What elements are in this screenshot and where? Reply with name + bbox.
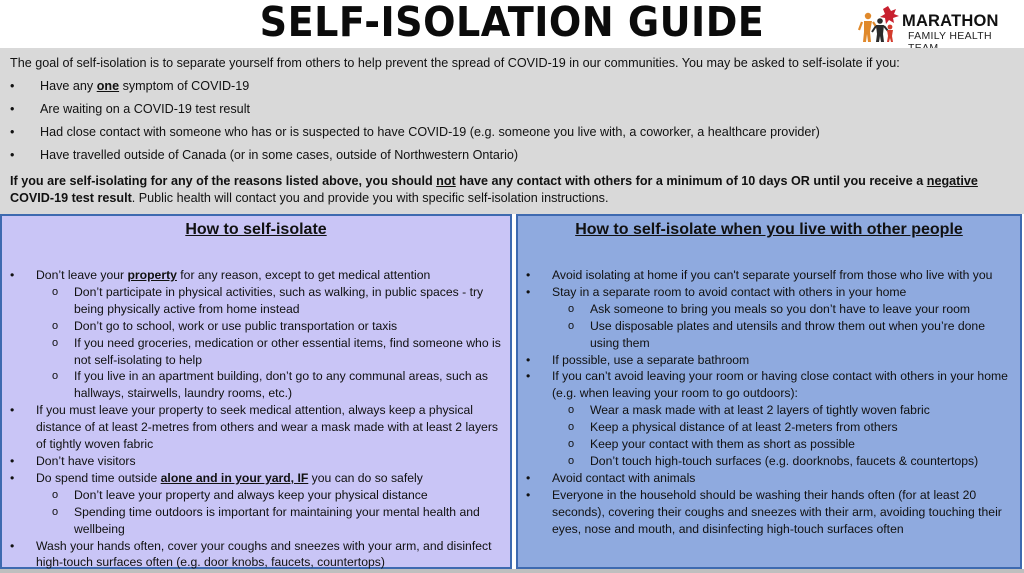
sub-list-item: o If you need groceries, medication or other essential items, find someone who is not self-isolating to help bbox=[74, 335, 502, 369]
list-item: • Had close contact with someone who has or is suspected to have COVID-19 (e.g. someone you live with, a coworker, a healthcare provider) bbox=[10, 121, 1014, 144]
list-item: • Avoid isolating at home if you can't separate yourself from those who live with you bbox=[552, 267, 1012, 284]
list-item: • Stay in a separate room to avoid contact with others in your home o Ask someone to bring you meals so you don’t have to leave your room o Use disposable plates and utensils and throw them out when you’re done using them bbox=[552, 284, 1012, 352]
intro-reasons-list bbox=[10, 75, 1014, 167]
list-item: • Everyone in the household should be washing their hands often (for at least 20 seconds), covering their coughs and sneezes with their arm, avoiding touching their eyes, nose and mouth, and disinfecting high-touch surfaces often bbox=[552, 487, 1012, 538]
list-item: • If you must leave your property to seek medical attention, always keep a physical distance of at least 2-metres from others and wear a mask made with at least 2 layers of tightly woven fabric bbox=[36, 402, 502, 453]
list-item: • If possible, use a separate bathroom bbox=[552, 352, 1012, 369]
sub-list-item: o Keep a physical distance of at least 2-meters from others bbox=[590, 419, 1012, 436]
bottom-edge bbox=[0, 569, 1024, 573]
intro-section bbox=[0, 48, 1024, 214]
sub-list-item: o Keep your contact with them as short as possible bbox=[590, 436, 1012, 453]
sub-list-item: o Don’t leave your property and always keep your physical distance bbox=[74, 487, 502, 504]
list-item: • Are waiting on a COVID-19 test result bbox=[10, 98, 1014, 121]
list-item: • If you can’t avoid leaving your room or having close contact with others in your home (e.g. when leaving your room to go outdoors): o Wear a mask made with at least 2 layers of tightly woven fabric o Keep a physical distance of at least 2-meters from others o Keep your contact with them as short as possible o Don’t touch high-touch surfaces (e.g. doorknobs, faucets & countertops) bbox=[552, 368, 1012, 469]
logo-name: MARATHON bbox=[902, 12, 999, 30]
sub-list-item: o Wear a mask made with at least 2 layers of tightly woven fabric bbox=[590, 402, 1012, 419]
sub-list-item: o Use disposable plates and utensils and throw them out when you’re done using them bbox=[590, 318, 1012, 352]
panel-heading: How to self-isolate when you live with other people bbox=[575, 221, 963, 238]
sub-list-item: o Ask someone to bring you meals so you don’t have to leave your room bbox=[590, 301, 1012, 318]
marathon-logo bbox=[858, 4, 1018, 44]
intro-instructions: If you are self-isolating for any of the reasons listed above, you should not have any contact with others for a minimum of 10 days OR until you receive a negative COVID-19 test result. Public health will contact you and provide you with specific self-isolation instructions. bbox=[10, 174, 978, 205]
list-item: • Have any one symptom of COVID-19 bbox=[10, 75, 1014, 98]
family-figures-icon bbox=[858, 4, 902, 44]
list-item: • Don’t have visitors bbox=[36, 453, 502, 470]
sub-list-item: o Spending time outdoors is important for maintaining your mental health and wellbeing bbox=[74, 504, 502, 538]
self-isolate-list bbox=[2, 267, 510, 571]
sub-list-item: o Don’t participate in physical activities, such as walking, in public spaces - try being physically active from home instead bbox=[74, 284, 502, 318]
live-with-others-panel bbox=[516, 214, 1022, 569]
header bbox=[0, 0, 1024, 48]
list-item: • Avoid contact with animals bbox=[552, 470, 1012, 487]
sub-list-item: o If you live in an apartment building, don’t go to any communal areas, such as hallways, stairwells, laundry rooms, etc.) bbox=[74, 368, 502, 402]
logo-subtitle: FAMILY HEALTH bbox=[908, 30, 992, 42]
live-with-others-list bbox=[518, 267, 1020, 538]
list-item: • Do spend time outside alone and in your yard, IF you can do so safely o Don’t leave your property and always keep your physical distance o Spending time outdoors is important for maintaining your mental health and wellbeing bbox=[36, 470, 502, 538]
list-item: • Have travelled outside of Canada (or in some cases, outside of Northwestern Ontario) bbox=[10, 144, 1014, 167]
list-item: • Don’t leave your property for any reason, except to get medical attention o Don’t participate in physical activities, such as walking, in public spaces - try being physically active from home instead o Don’t go to school, work or use public transportation or taxis o If you need groceries, medication or other essential items, find someone who is not self-isolating to help o If you live in an apartment building, don’t go to any communal areas, such as hallways, stairwells, laundry rooms, etc.) bbox=[36, 267, 502, 402]
page-title: SELF-ISOLATION GUIDE bbox=[259, 0, 765, 46]
sub-list-item: o Don’t go to school, work or use public transportation or taxis bbox=[74, 318, 502, 335]
intro-lead: The goal of self-isolation is to separate yourself from others to help prevent the spread of COVID-19 in our communities. You may be asked to self-isolate if you: bbox=[10, 56, 900, 70]
how-to-self-isolate-panel bbox=[0, 214, 512, 569]
list-item: • Wash your hands often, cover your coughs and sneezes with your arm, and disinfect high-touch surfaces often (e.g. door knobs, faucets, countertops) bbox=[36, 538, 502, 572]
panel-heading: How to self-isolate bbox=[185, 221, 327, 238]
sub-list-item: o Don’t touch high-touch surfaces (e.g. doorknobs, faucets & countertops) bbox=[590, 453, 1012, 470]
